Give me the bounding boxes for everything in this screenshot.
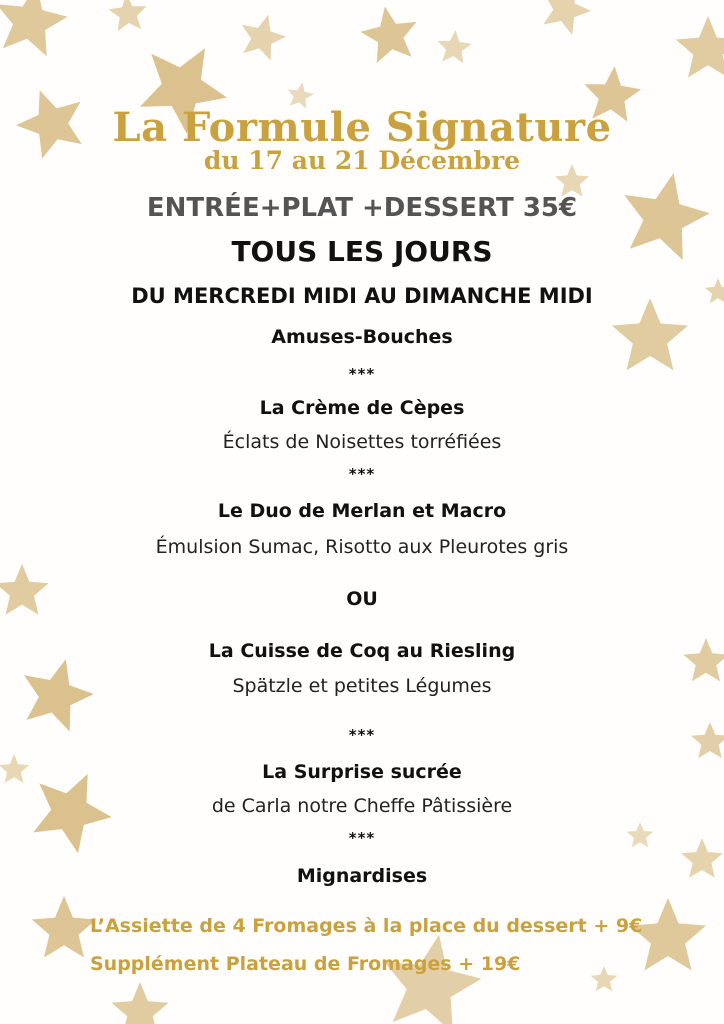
main-course-1-description: Émulsion Sumac, Risotto aux Pleurotes gris	[155, 536, 569, 558]
star-icon	[109, 0, 147, 31]
dessert-name: La Surprise sucrée	[262, 761, 462, 783]
starter-name: La Crème de Cèpes	[259, 397, 465, 419]
main-course-2-description: Spätzle et petites Légumes	[232, 675, 492, 697]
amuse-bouches: Amuses-Bouches	[271, 326, 453, 348]
dessert-description: de Carla notre Cheffe Pâtissière	[211, 795, 513, 817]
mignardises: Mignardises	[296, 865, 428, 887]
course-separator: ***	[348, 829, 376, 847]
formula-price: ENTRÉE+PLAT +DESSERT 35€	[146, 193, 578, 223]
star-icon	[32, 896, 97, 958]
main-course-1-name: Le Duo de Merlan et Macro	[217, 500, 507, 522]
star-icon	[360, 7, 416, 64]
course-separator: ***	[348, 726, 376, 744]
availability-days: TOUS LES JOURS	[231, 235, 493, 268]
date-range: du 17 au 21 Décembre	[203, 146, 521, 175]
star-icon	[676, 16, 724, 78]
availability-period: DU MERCREDI MIDI AU DIMANCHE MIDI	[131, 284, 593, 308]
star-icon	[543, 0, 591, 35]
star-icon	[0, 0, 68, 56]
star-icon	[112, 982, 169, 1024]
menu-title: La Formule Signature	[112, 104, 612, 151]
cheese-plate-supplement: L’Assiette de 4 Fromages à la place du dessert + 9€	[90, 915, 643, 937]
or-label: OU	[346, 588, 378, 610]
star-icon	[437, 30, 471, 63]
starter-description: Éclats de Noisettes torréfiées	[222, 431, 502, 453]
star-icon	[242, 15, 286, 61]
main-course-2-name: La Cuisse de Coq au Riesling	[208, 640, 516, 662]
star-icon	[384, 935, 481, 1024]
course-separator: ***	[348, 365, 376, 383]
cheese-board-supplement: Supplément Plateau de Fromages + 19€	[90, 953, 521, 975]
star-icon	[591, 966, 618, 991]
course-separator: ***	[348, 465, 376, 483]
